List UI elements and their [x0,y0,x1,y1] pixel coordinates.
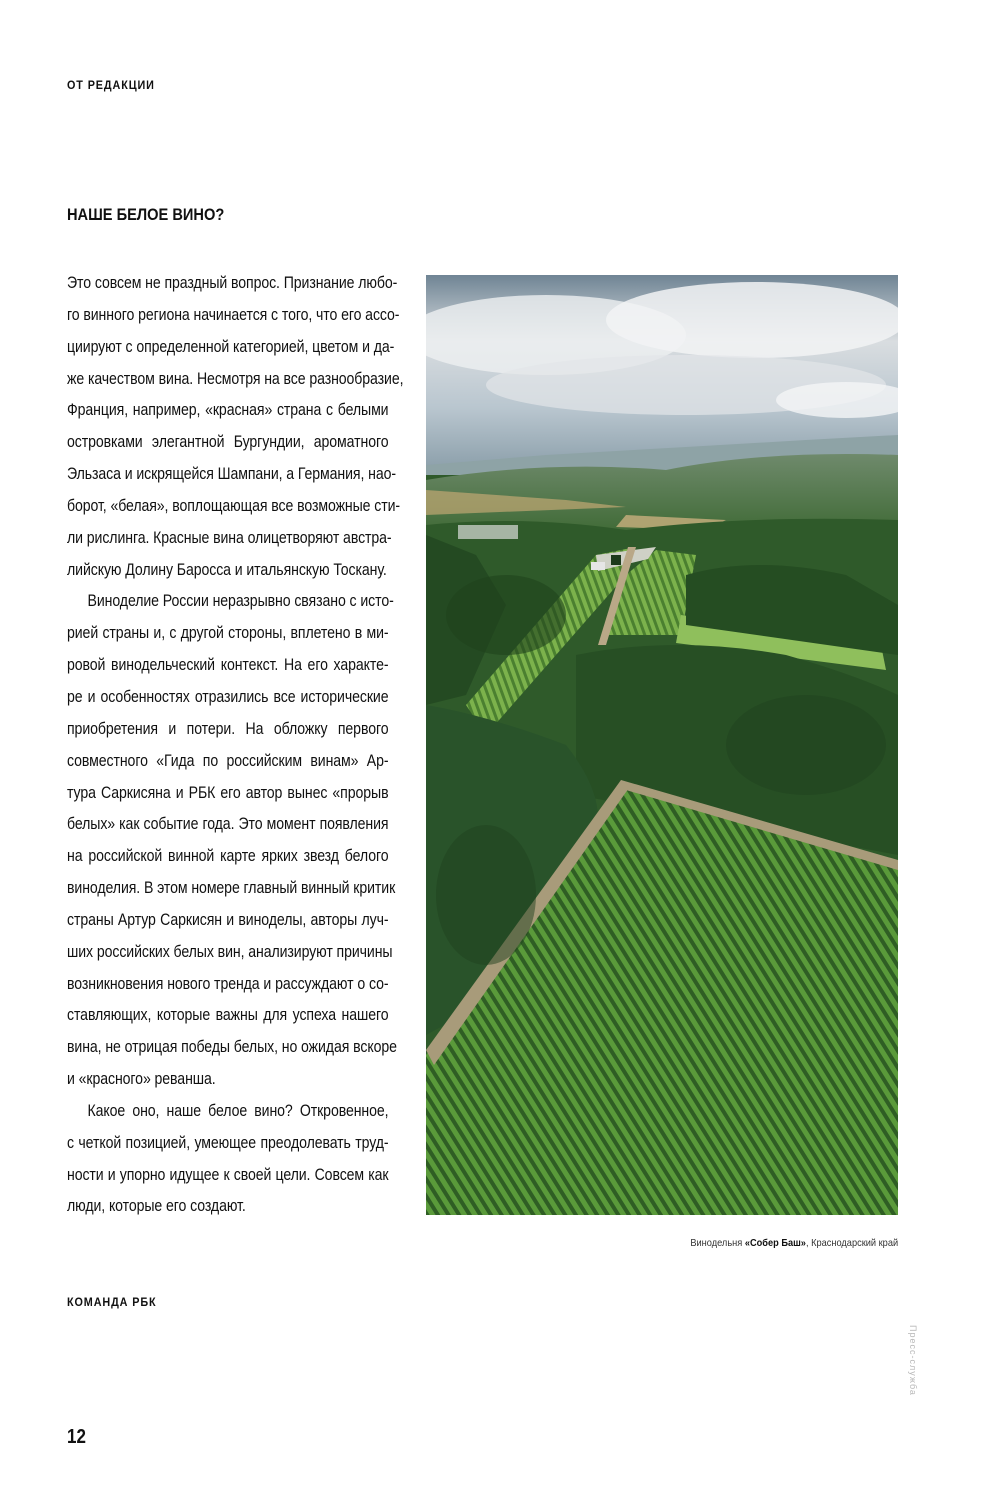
caption-suffix: , Краснодарский край [805,1237,898,1249]
text-line: Это совсем не праздный вопрос. Признание любо- [67,274,398,292]
text-line: приобретения и потери. На обложку первого [67,719,389,738]
paragraph-1 [67,268,404,586]
text-line: борот, «белая», воплощающая все возможные сти- [67,496,401,515]
photo-credit: Пресс-служба [908,1325,918,1396]
caption-winery-name: «Собер Баш» [744,1237,806,1249]
text-line: белых» как событие года. Это момент появления [67,815,389,834]
article-body [67,268,404,1223]
text-line: вина, не отрицая победы белых, но ожидая вскоре [67,1038,397,1057]
text-line: ставляющих, которые важны для успеха нашего [67,1006,389,1025]
signature: КОМАНДА РБК [67,1295,157,1309]
text-line: с четкой позицией, умеющее преодолевать труд- [67,1133,389,1152]
text-line: совместного «Гида по российским винам» Ар- [67,751,389,770]
article-headline: НАШЕ БЕЛОЕ ВИНО? [67,205,225,224]
caption-prefix: Винодельня [690,1237,745,1249]
text-line: Эльзаса и искрящейся Шампани, а Германия, нао- [67,465,396,484]
text-line: Франция, например, «красная» страна с белыми [67,401,389,420]
page-number: 12 [67,1426,86,1448]
section-label: ОТ РЕДАКЦИИ [67,78,155,92]
text-line: Виноделие России неразрывно связано с исто- [87,592,394,611]
text-line: виноделия. В этом номере главный винный критик [67,879,396,898]
photo-caption [690,1237,898,1249]
text-line: ре и особенностях отразились все исторические [67,687,389,706]
text-line: возникновения нового тренда и рассуждают о со- [67,974,389,993]
text-line: ровой винодельческий контекст. На его характе- [67,656,389,675]
text-line: люди, которые его создают. [67,1197,246,1216]
text-line: же качеством вина. Несмотря на все разнообразие, [67,369,404,388]
paragraph-3 [67,1096,388,1223]
text-line: страны Артур Саркисян и виноделы, авторы луч- [67,910,389,929]
text-line: тура Саркисяна и РБК его автор вынес «прорыв [67,783,389,802]
text-line: ли рислинга. Красные вина олицетворяют австра- [67,528,392,547]
text-line: островками элегантной Бургундии, ароматного [67,433,389,452]
text-line: и «красного» реванша. [67,1070,216,1089]
text-line: рией страны и, с другой стороны, вплетено в ми- [67,624,389,643]
text-line: ших российских белых вин, анализируют причины [67,942,393,961]
text-line: лийскую Долину Баросса и итальянскую Тоскану. [67,560,387,579]
text-line: ности и упорно идущее к своей цели. Совсем как [67,1165,389,1184]
text-line: циируют с определенной категорией, цветом и да- [67,337,395,356]
paragraph-2 [67,586,397,1096]
text-line: го винного региона начинается с того, что его ассо- [67,305,400,324]
text-line: на российской винной карте ярких звезд белого [67,847,389,866]
text-line: Какое оно, наше белое вино? Откровенное, [87,1101,389,1120]
vineyard-aerial-photo [426,275,898,1215]
